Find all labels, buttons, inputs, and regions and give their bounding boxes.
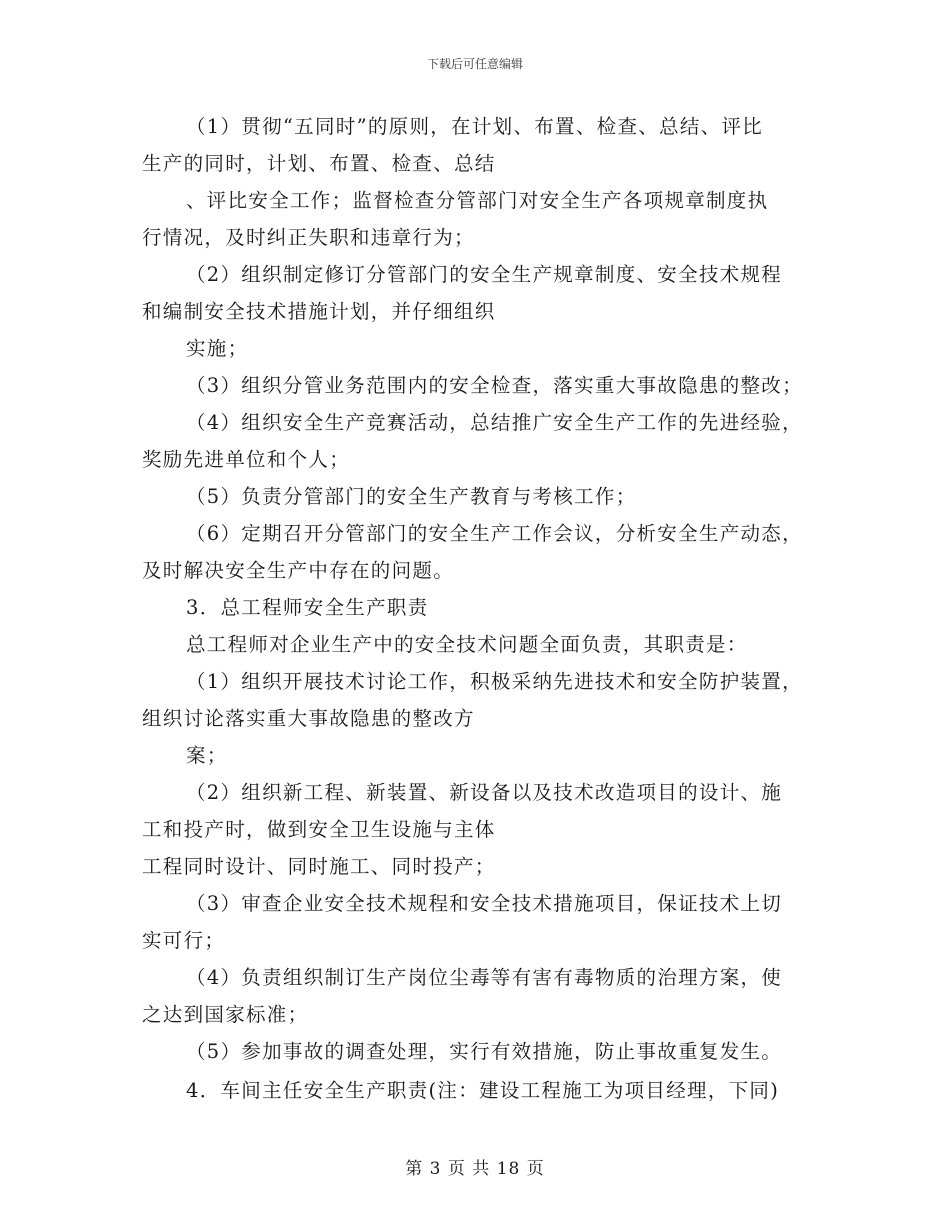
text-line: 组织讨论落实重大事故隐患的整改方	[142, 707, 475, 730]
page-header: 下载后可任意编辑	[426, 57, 523, 71]
text-line: 生产的同时，计划、布置、检查、总结	[142, 152, 496, 175]
text-line: （2）组织制定修订分管部门的安全生产规章制度、安全技术规程	[186, 263, 783, 286]
text-line: 及时解决安全生产中存在的问题。	[142, 559, 455, 582]
text-line: （3）审查企业安全技术规程和安全技术措施项目，保证技术上切	[186, 892, 783, 915]
text-line: （6）定期召开分管部门的安全生产工作会议，分析安全生产动态，	[186, 522, 803, 545]
page-number: 第 3 页 共 18 页	[405, 1159, 545, 1179]
text-line: 行情况，及时纠正失职和违章行为；	[142, 226, 475, 249]
text-line: （2）组织新工程、新装置、新设备以及技术改造项目的设计、施	[186, 781, 783, 804]
text-line: （1）贯彻“五同时”的原则，在计划、布置、检查、总结、评比	[186, 115, 764, 138]
text-line: 实可行；	[142, 929, 226, 952]
text-line: （5）参加事故的调查处理，实行有效措施，防止事故重复发生。	[186, 1040, 783, 1063]
text-line: 实施；	[186, 337, 249, 360]
section-heading: 4．车间主任安全生产职责(注：建设工程施工为项目经理，下同)	[186, 1079, 780, 1102]
text-line: 、评比安全工作；监督检查分管部门对安全生产各项规章制度执	[186, 189, 769, 212]
text-line: 总工程师对企业生产中的安全技术问题全面负责，其职责是：	[186, 633, 748, 656]
text-line: （1）组织开展技术讨论工作，积极采纳先进技术和安全防护装置，	[186, 670, 803, 693]
text-line: 和编制安全技术措施计划，并仔细组织	[142, 300, 496, 323]
text-line: （4）组织安全生产竞赛活动，总结推广安全生产工作的先进经验，	[186, 411, 803, 434]
text-line: 案；	[186, 744, 228, 767]
text-line: 奖励先进单位和个人；	[142, 448, 351, 471]
section-heading: 3．总工程师安全生产职责	[186, 596, 429, 619]
text-line: （4）负责组织制订生产岗位尘毒等有害有毒物质的治理方案，使	[186, 966, 783, 989]
text-line: 工程同时设计、同时施工、同时投产；	[142, 855, 496, 878]
text-line: 之达到国家标准；	[142, 1003, 309, 1026]
text-line: （5）负责分管部门的安全生产教育与考核工作；	[186, 485, 637, 508]
text-line: （3）组织分管业务范围内的安全检查，落实重大事故隐患的整改；	[186, 374, 803, 397]
text-line: 工和投产时，做到安全卫生设施与主体	[142, 818, 496, 841]
